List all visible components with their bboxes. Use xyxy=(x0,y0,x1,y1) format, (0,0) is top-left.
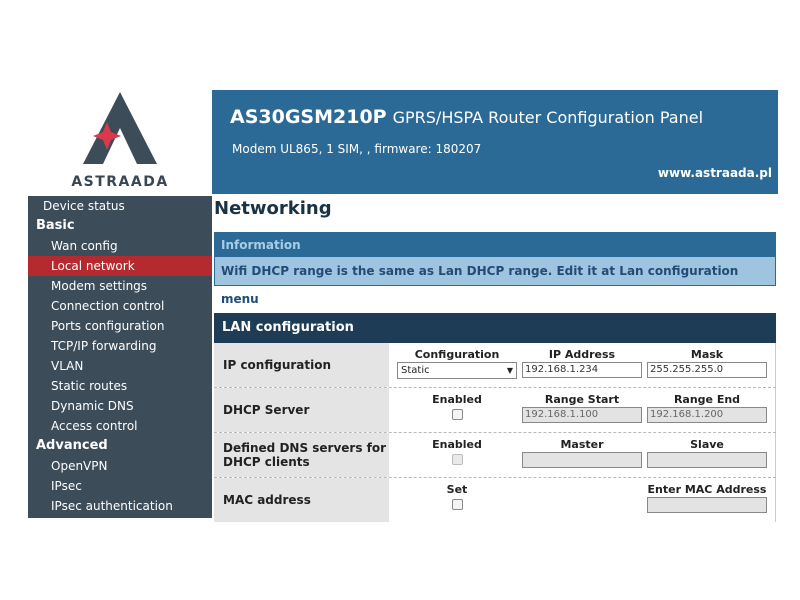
mask-input[interactable]: 255.255.255.0 xyxy=(647,362,767,378)
dns-servers-label xyxy=(214,433,389,477)
sidebar-item-access-control[interactable]: Access control xyxy=(51,419,138,433)
sidebar-item-ipsec[interactable]: IPsec xyxy=(51,479,82,493)
configuration-select-value: Static xyxy=(401,365,430,376)
sidebar-item-connection-control[interactable]: Connection control xyxy=(51,299,165,313)
configuration-select[interactable] xyxy=(397,362,517,379)
sidebar-item-vlan[interactable]: VLAN xyxy=(51,359,84,373)
sidebar-item-ipsec-authentication[interactable]: IPsec authentication xyxy=(51,499,173,513)
range-end-header: Range End xyxy=(673,393,741,406)
range-start-header: Range Start xyxy=(544,393,620,406)
lan-configuration-title: LAN configuration xyxy=(214,313,776,343)
dns-enabled-header: Enabled xyxy=(432,438,482,451)
mac-set-checkbox[interactable] xyxy=(452,499,463,510)
header-banner xyxy=(212,90,778,194)
brand-logo xyxy=(28,90,212,194)
master-dns-input[interactable] xyxy=(522,452,642,468)
sidebar-item-device-status[interactable]: Device status xyxy=(43,199,125,213)
sidebar-item-modem-settings[interactable]: Modem settings xyxy=(51,279,148,293)
dns-label-line1: Defined DNS servers for xyxy=(223,441,387,455)
astraada-logo-icon xyxy=(83,92,157,166)
firmware-info: Modem UL865, 1 SIM, , firmware: 180207 xyxy=(232,142,482,156)
dns-enabled-checkbox[interactable] xyxy=(452,454,463,465)
ip-configuration-label: IP configuration xyxy=(214,343,389,387)
ip-address-input[interactable]: 192.168.1.234 xyxy=(522,362,642,378)
sidebar-section-basic: Basic xyxy=(36,218,75,233)
slave-header: Slave xyxy=(690,438,724,451)
chevron-down-icon: ▼ xyxy=(506,366,513,375)
dns-servers-row xyxy=(214,433,776,478)
mac-address-row xyxy=(214,478,776,522)
brand-name: ASTRAADA xyxy=(71,174,169,190)
page-title: Networking xyxy=(214,198,332,219)
device-model xyxy=(230,106,703,128)
mask-header: Mask xyxy=(690,348,724,361)
dhcp-server-label: DHCP Server xyxy=(214,388,389,432)
mac-address-label: MAC address xyxy=(214,478,389,522)
sidebar-item-local-network[interactable]: Local network xyxy=(28,256,212,276)
sidebar-item-ports-configuration[interactable]: Ports configuration xyxy=(51,319,165,333)
mac-set-header: Set xyxy=(446,483,468,496)
lan-configuration-panel xyxy=(214,313,776,522)
sidebar-item-openvpn[interactable]: OpenVPN xyxy=(51,459,108,473)
information-title: Information xyxy=(215,233,775,257)
sidebar-item-dynamic-dns[interactable]: Dynamic DNS xyxy=(51,399,134,413)
ip-address-header: IP Address xyxy=(548,348,616,361)
range-start-input[interactable]: 192.168.1.100 xyxy=(522,407,642,423)
sidebar-item-wan-config[interactable]: Wan config xyxy=(51,239,118,253)
dhcp-server-row xyxy=(214,388,776,433)
sidebar-item-static-routes[interactable]: Static routes xyxy=(51,379,128,393)
panel-subtitle: GPRS/HSPA Router Configuration Panel xyxy=(392,108,704,127)
ip-configuration-row xyxy=(214,343,776,388)
website-link[interactable]: www.astraada.pl xyxy=(657,166,772,180)
dhcp-enabled-checkbox[interactable] xyxy=(452,409,463,420)
dhcp-enabled-header: Enabled xyxy=(432,393,482,406)
master-header: Master xyxy=(560,438,604,451)
dns-label-line2: DHCP clients xyxy=(223,455,310,469)
information-box xyxy=(214,232,776,306)
mac-address-input[interactable] xyxy=(647,497,767,513)
information-text: Wifi DHCP range is the same as Lan DHCP range. Edit it at Lan configuration menu xyxy=(215,257,775,285)
model-name: AS30GSM210P xyxy=(230,106,387,128)
sidebar-nav xyxy=(28,196,212,518)
range-end-input[interactable]: 192.168.1.200 xyxy=(647,407,767,423)
slave-dns-input[interactable] xyxy=(647,452,767,468)
sidebar-section-advanced: Advanced xyxy=(36,438,108,453)
configuration-header: Configuration xyxy=(414,348,500,361)
sidebar-item-tcpip-forwarding[interactable]: TCP/IP forwarding xyxy=(51,339,157,353)
enter-mac-header: Enter MAC Address xyxy=(647,483,767,496)
